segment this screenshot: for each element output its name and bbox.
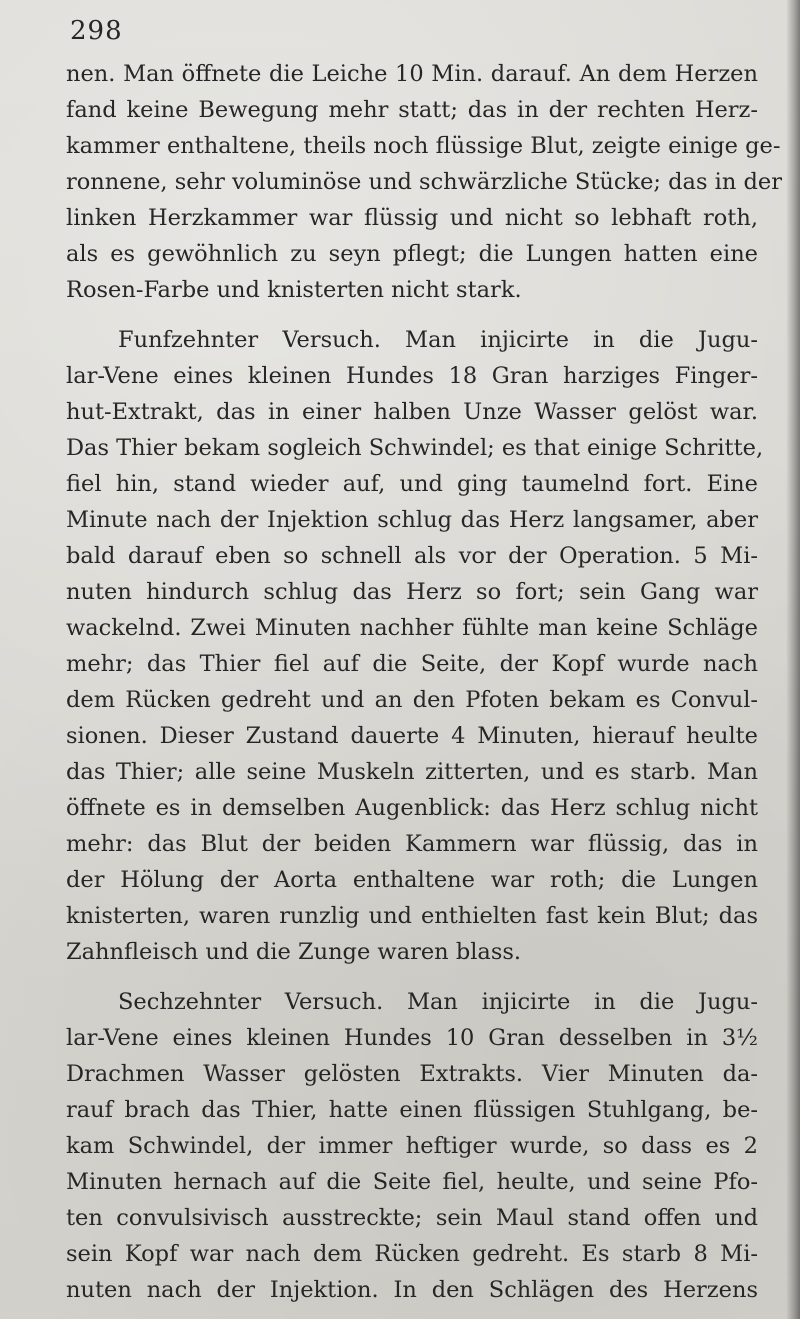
text-line: Drachmen Wasser gelösten Extrakts. Vier Minuten da- (66, 1061, 758, 1087)
paragraph-gap (66, 970, 758, 984)
text-line: Sechzehnter Versuch. Man injicirte in die Jugu- (118, 989, 758, 1015)
text-line: fand keine Bewegung mehr statt; das in der rechten Herz- (66, 97, 758, 123)
text-line: kam Schwindel, der immer heftiger wurde, so dass es 2 (66, 1133, 758, 1159)
text-line: mehr; das Thier fiel auf die Seite, der Kopf wurde nach (66, 651, 758, 677)
text-line: knisterten, waren runzlig und enthielten fast kein Blut; das (66, 903, 758, 929)
text-line: sionen. Dieser Zustand dauerte 4 Minuten, hierauf heulte (66, 723, 758, 749)
text-line: wackelnd. Zwei Minuten nachher fühlte man keine Schläge (66, 615, 758, 641)
text-line: hut-Extrakt, das in einer halben Unze Wasser gelöst war. (66, 399, 758, 425)
text-line: mehr: das Blut der beiden Kammern war flüssig, das in (66, 831, 758, 857)
text-line: nuten hindurch schlug das Herz so fort; sein Gang war (66, 579, 758, 605)
text-line: Das Thier bekam sogleich Schwindel; es that einige Schritte, (66, 435, 764, 461)
binding-shadow (786, 0, 800, 1319)
text-line: lar-Vene eines kleinen Hundes 10 Gran desselben in 3½ (66, 1025, 758, 1051)
text-line: kammer enthaltene, theils noch flüssige Blut, zeigte einige ge- (66, 133, 781, 159)
text-line: linken Herzkammer war flüssig und nicht so lebhaft roth, (66, 205, 758, 231)
page-number: 298 (70, 16, 123, 46)
text-line: Minuten hernach auf die Seite fiel, heulte, und seine Pfo- (66, 1169, 758, 1195)
text-line: das Thier; alle seine Muskeln zitterten, und es starb. Man (66, 759, 758, 785)
text-line: sein Kopf war nach dem Rücken gedreht. Es starb 8 Mi- (66, 1241, 758, 1267)
text-line: Minute nach der Injektion schlug das Herz langsamer, aber (66, 507, 758, 533)
text-line: nen. Man öffnete die Leiche 10 Min. darauf. An dem Herzen (66, 61, 758, 87)
text-line: rauf brach das Thier, hatte einen flüssigen Stuhlgang, be- (66, 1097, 758, 1123)
text-line: bald darauf eben so schnell als vor der Operation. 5 Mi- (66, 543, 758, 569)
text-line: lar-Vene eines kleinen Hundes 18 Gran harziges Finger- (66, 363, 758, 389)
text-line: öffnete es in demselben Augenblick: das Herz schlug nicht (66, 795, 758, 821)
paragraph-gap (66, 308, 758, 322)
text-line: Funfzehnter Versuch. Man injicirte in die Jugu- (118, 327, 758, 353)
text-line: nuten nach der Injektion. In den Schlägen des Herzens (66, 1277, 758, 1303)
text-line: dem Rücken gedreht und an den Pfoten bekam es Convul- (66, 687, 758, 713)
text-line: ronnene, sehr voluminöse und schwärzliche Stücke; das in der (66, 169, 782, 195)
text-line: der Hölung der Aorta enthaltene war roth; die Lungen (66, 867, 758, 893)
text-line: Rosen-Farbe und knisterten nicht stark. (66, 277, 522, 303)
text-line: ten convulsivisch ausstreckte; sein Maul stand offen und (66, 1205, 758, 1231)
text-line: fiel hin, stand wieder auf, und ging taumelnd fort. Eine (66, 471, 758, 497)
text-line: als es gewöhnlich zu seyn pflegt; die Lungen hatten eine (66, 241, 758, 267)
body-text (66, 56, 782, 1308)
text-line: Zahnfleisch und die Zunge waren blass. (66, 939, 522, 965)
